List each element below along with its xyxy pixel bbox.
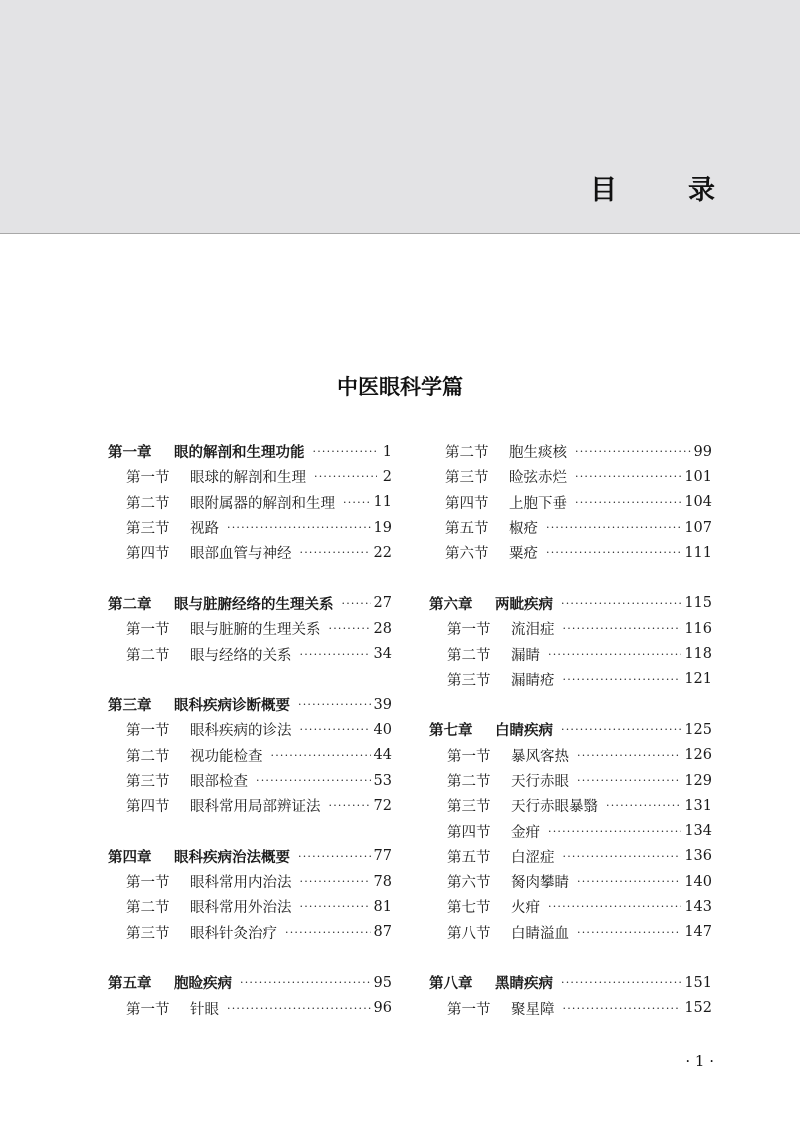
section-number: 第三节 <box>126 521 170 538</box>
toc-chapter-entry[interactable] <box>108 692 392 717</box>
section-number: 第五节 <box>445 521 489 538</box>
section-number: 第六节 <box>447 875 491 892</box>
chapter-number: 第二章 <box>108 596 152 613</box>
chapter-title: 眼科疾病诊断概要 <box>174 698 290 715</box>
dot-leader <box>298 851 371 862</box>
toc-chapter-entry[interactable] <box>429 970 712 995</box>
toc-section-entry[interactable] <box>108 743 392 768</box>
page-ref: 22 <box>373 544 392 561</box>
chapter-number: 第七章 <box>429 723 473 740</box>
toc-section-entry[interactable] <box>429 540 712 565</box>
toc-section-entry[interactable] <box>429 996 712 1021</box>
section-number: 第四节 <box>126 546 170 563</box>
toc-section-entry[interactable] <box>429 844 712 869</box>
page-ref: 34 <box>373 646 392 663</box>
toc-section-entry[interactable] <box>108 616 392 641</box>
dot-leader <box>561 977 681 988</box>
chapter-title: 眼科疾病治法概要 <box>174 849 290 866</box>
dot-leader <box>563 851 682 862</box>
header-band <box>0 0 800 234</box>
section-title: 椒疮 <box>509 521 538 538</box>
section-title: 眼科针灸治疗 <box>190 925 277 942</box>
dot-leader <box>227 522 371 533</box>
toc-section-entry[interactable] <box>429 490 712 515</box>
dot-leader <box>300 649 371 660</box>
section-title: 漏睛 <box>511 647 540 664</box>
section-title: 眼科常用内治法 <box>190 875 292 892</box>
dot-leader <box>606 800 681 811</box>
page-ref: 151 <box>684 974 712 991</box>
section-title: 视功能检查 <box>190 748 263 765</box>
chapter-number: 第三章 <box>108 698 152 715</box>
section-number: 第一节 <box>126 875 170 892</box>
dot-leader <box>575 497 681 508</box>
section-title: 眼部血管与神经 <box>190 546 292 563</box>
chapter-title: 黑睛疾病 <box>495 976 553 993</box>
section-number: 第三节 <box>445 470 489 487</box>
page-ref: 115 <box>684 595 712 612</box>
toc-section-entry[interactable] <box>108 515 392 540</box>
page-ref: 129 <box>684 772 712 789</box>
page-ref: 96 <box>373 1000 392 1017</box>
page-ref: 121 <box>684 671 712 688</box>
page-ref: 116 <box>684 620 712 637</box>
chapter-number: 第八章 <box>429 976 473 993</box>
chapter-number: 第五章 <box>108 976 152 993</box>
chapter-number: 第一章 <box>108 445 152 462</box>
page-ref: 87 <box>373 924 392 941</box>
section-title: 胬肉攀睛 <box>511 875 569 892</box>
dot-leader <box>563 1003 682 1014</box>
dot-leader <box>343 497 371 508</box>
section-title: 上胞下垂 <box>509 495 567 512</box>
toc-section-entry[interactable] <box>429 667 712 692</box>
toc-section-entry[interactable] <box>108 793 392 818</box>
dot-leader <box>240 977 371 988</box>
section-number: 第四节 <box>447 824 491 841</box>
page-ref: 95 <box>373 974 392 991</box>
page-ref: 39 <box>373 696 392 713</box>
page-ref: 99 <box>693 443 712 460</box>
section-title: 眼与经络的关系 <box>190 647 292 664</box>
toc-section-entry[interactable] <box>108 920 392 945</box>
section-title: 白涩症 <box>511 849 555 866</box>
page-ref: 28 <box>373 620 392 637</box>
toc-chapter-entry[interactable] <box>429 591 712 616</box>
chapter-title: 眼与脏腑经络的生理关系 <box>174 596 334 613</box>
section-title: 胞生痰核 <box>509 445 567 462</box>
dot-leader <box>577 750 681 761</box>
dot-leader <box>300 876 371 887</box>
dot-leader <box>548 649 681 660</box>
dot-leader <box>548 901 681 912</box>
page-ref: 140 <box>684 873 712 890</box>
section-number: 第二节 <box>126 495 170 512</box>
chapter-number: 第四章 <box>108 849 152 866</box>
dot-leader <box>342 598 371 609</box>
page-ref: 78 <box>373 873 392 890</box>
dot-leader <box>313 446 378 457</box>
toc-right-column <box>429 439 712 1021</box>
section-number: 第三节 <box>126 925 170 942</box>
dot-leader <box>329 623 371 634</box>
toc-left-column <box>108 439 392 1021</box>
toc-section-entry[interactable] <box>429 869 712 894</box>
section-title: 视路 <box>190 521 219 538</box>
toc-section-entry[interactable] <box>429 515 712 540</box>
toc-chapter-entry[interactable] <box>108 844 392 869</box>
toc-section-entry[interactable] <box>108 717 392 742</box>
toc-section-entry[interactable] <box>108 996 392 1021</box>
page-title: 目 录 <box>590 175 737 206</box>
dot-leader <box>271 750 371 761</box>
page-ref: 126 <box>684 747 712 764</box>
section-number: 第二节 <box>126 900 170 917</box>
page-ref: 2 <box>382 468 392 485</box>
section-title: 眼部检查 <box>190 774 248 790</box>
toc-chapter-entry[interactable] <box>108 439 392 464</box>
page-ref: 1 <box>382 443 392 460</box>
section-number: 第八节 <box>447 925 491 942</box>
section-title: 眼球的解剖和生理 <box>190 470 306 487</box>
section-title: 眼科常用局部辨证法 <box>190 799 321 816</box>
section-number: 第三节 <box>447 672 491 689</box>
page-ref: 125 <box>684 721 712 738</box>
section-number: 第三节 <box>447 799 491 816</box>
section-title: 睑弦赤烂 <box>509 470 567 487</box>
section-number: 第一节 <box>447 622 491 639</box>
page-ref: 101 <box>684 468 712 485</box>
section-title: 聚星障 <box>511 1001 555 1018</box>
dot-leader <box>329 800 371 811</box>
toc-section-entry[interactable] <box>429 920 712 945</box>
page-ref: 77 <box>373 848 392 865</box>
section-number: 第四节 <box>126 799 170 816</box>
dot-leader <box>548 826 681 837</box>
page-ref: 107 <box>684 519 712 536</box>
dot-leader <box>561 598 681 609</box>
chapter-title: 两眦疾病 <box>495 596 553 613</box>
section-number: 第一节 <box>126 1001 170 1018</box>
dot-leader <box>575 471 681 482</box>
toc-section-entry[interactable] <box>108 641 392 666</box>
dot-leader <box>298 699 371 710</box>
section-number: 第一节 <box>126 470 170 487</box>
section-number: 第五节 <box>447 849 491 866</box>
toc-section-entry[interactable] <box>108 540 392 565</box>
dot-leader <box>546 547 681 558</box>
toc-section-entry[interactable] <box>429 616 712 641</box>
dot-leader <box>563 674 682 685</box>
section-title: 火疳 <box>511 900 540 917</box>
section-number: 第一节 <box>447 1001 491 1018</box>
chapter-title: 白睛疾病 <box>495 723 553 740</box>
page-ref: 104 <box>684 494 712 511</box>
section-title: 暴风客热 <box>511 748 569 765</box>
dot-leader <box>300 724 371 735</box>
toc-chapter-entry[interactable] <box>429 717 712 742</box>
page-ref: 111 <box>684 544 712 561</box>
section-title: 白睛溢血 <box>511 925 569 942</box>
page-ref: 118 <box>684 646 712 663</box>
toc-section-entry[interactable] <box>429 439 712 464</box>
section-number: 第二节 <box>126 748 170 765</box>
section-title: 金疳 <box>511 824 540 841</box>
section-title: 天行赤眼 <box>511 774 569 790</box>
toc-section-entry[interactable] <box>429 894 712 919</box>
dot-leader <box>227 1003 371 1014</box>
dot-leader <box>314 471 377 482</box>
toc-chapter-entry[interactable] <box>108 970 392 995</box>
section-number: 第三节 <box>126 774 170 790</box>
section-number: 第四节 <box>445 495 489 512</box>
section-title: 天行赤眼暴翳 <box>511 799 598 816</box>
page-ref: 147 <box>684 924 712 941</box>
chapter-title: 胞睑疾病 <box>174 976 232 993</box>
section-title: 眼科疾病的诊法 <box>190 723 292 740</box>
section-number: 第二节 <box>445 445 489 462</box>
section-number: 第一节 <box>126 723 170 740</box>
toc-section-entry[interactable] <box>429 641 712 666</box>
section-number: 第二节 <box>447 774 491 790</box>
section-number: 第六节 <box>445 546 489 563</box>
page-ref: 72 <box>373 797 392 814</box>
toc-chapter-entry[interactable] <box>108 591 392 616</box>
section-title: 眼与脏腑的生理关系 <box>190 622 321 639</box>
page-ref: 27 <box>373 595 392 612</box>
toc-section-entry[interactable] <box>108 464 392 489</box>
toc-section-entry[interactable] <box>429 743 712 768</box>
page-ref: 81 <box>373 898 392 915</box>
dot-leader <box>577 927 681 938</box>
toc-section-entry[interactable] <box>429 818 712 843</box>
toc-section-entry[interactable] <box>429 768 712 793</box>
section-title: 流泪症 <box>511 622 555 639</box>
page-ref: 152 <box>684 1000 712 1017</box>
dot-leader <box>575 446 691 457</box>
section-number: 第二节 <box>126 647 170 664</box>
chapter-title: 眼的解剖和生理功能 <box>174 445 305 462</box>
section-number: 第一节 <box>126 622 170 639</box>
section-title: 针眼 <box>190 1001 219 1018</box>
dot-leader <box>300 547 371 558</box>
page-ref: 11 <box>373 494 392 511</box>
section-title: 眼附属器的解剖和生理 <box>190 495 335 512</box>
toc-section-entry[interactable] <box>108 490 392 515</box>
section-title: 眼科常用外治法 <box>190 900 292 917</box>
section-title: 粟疮 <box>509 546 538 563</box>
page-ref: 143 <box>684 898 712 915</box>
dot-leader <box>546 522 681 533</box>
section-number: 第一节 <box>447 748 491 765</box>
page-ref: 134 <box>684 823 712 840</box>
dot-leader <box>256 775 371 786</box>
page-ref: 44 <box>373 747 392 764</box>
page-ref: 40 <box>373 721 392 738</box>
dot-leader <box>577 775 681 786</box>
page-ref: 136 <box>684 848 712 865</box>
dot-leader <box>561 724 681 735</box>
toc-section-entry[interactable] <box>108 768 392 793</box>
page-ref: 131 <box>684 797 712 814</box>
dot-leader <box>300 901 371 912</box>
toc-section-entry[interactable] <box>429 464 712 489</box>
dot-leader <box>577 876 681 887</box>
dot-leader <box>563 623 682 634</box>
dot-leader <box>285 927 371 938</box>
page-ref: 19 <box>373 519 392 536</box>
toc-section-entry[interactable] <box>108 869 392 894</box>
toc-section-entry[interactable] <box>429 793 712 818</box>
section-title: 漏睛疮 <box>511 672 555 689</box>
section-title: 中医眼科学篇 <box>337 374 463 399</box>
toc-section-entry[interactable] <box>108 894 392 919</box>
page-ref: 53 <box>373 772 392 789</box>
page-number: · 1 · <box>685 1052 714 1070</box>
section-number: 第二节 <box>447 647 491 664</box>
section-number: 第七节 <box>447 900 491 917</box>
chapter-number: 第六章 <box>429 596 473 613</box>
